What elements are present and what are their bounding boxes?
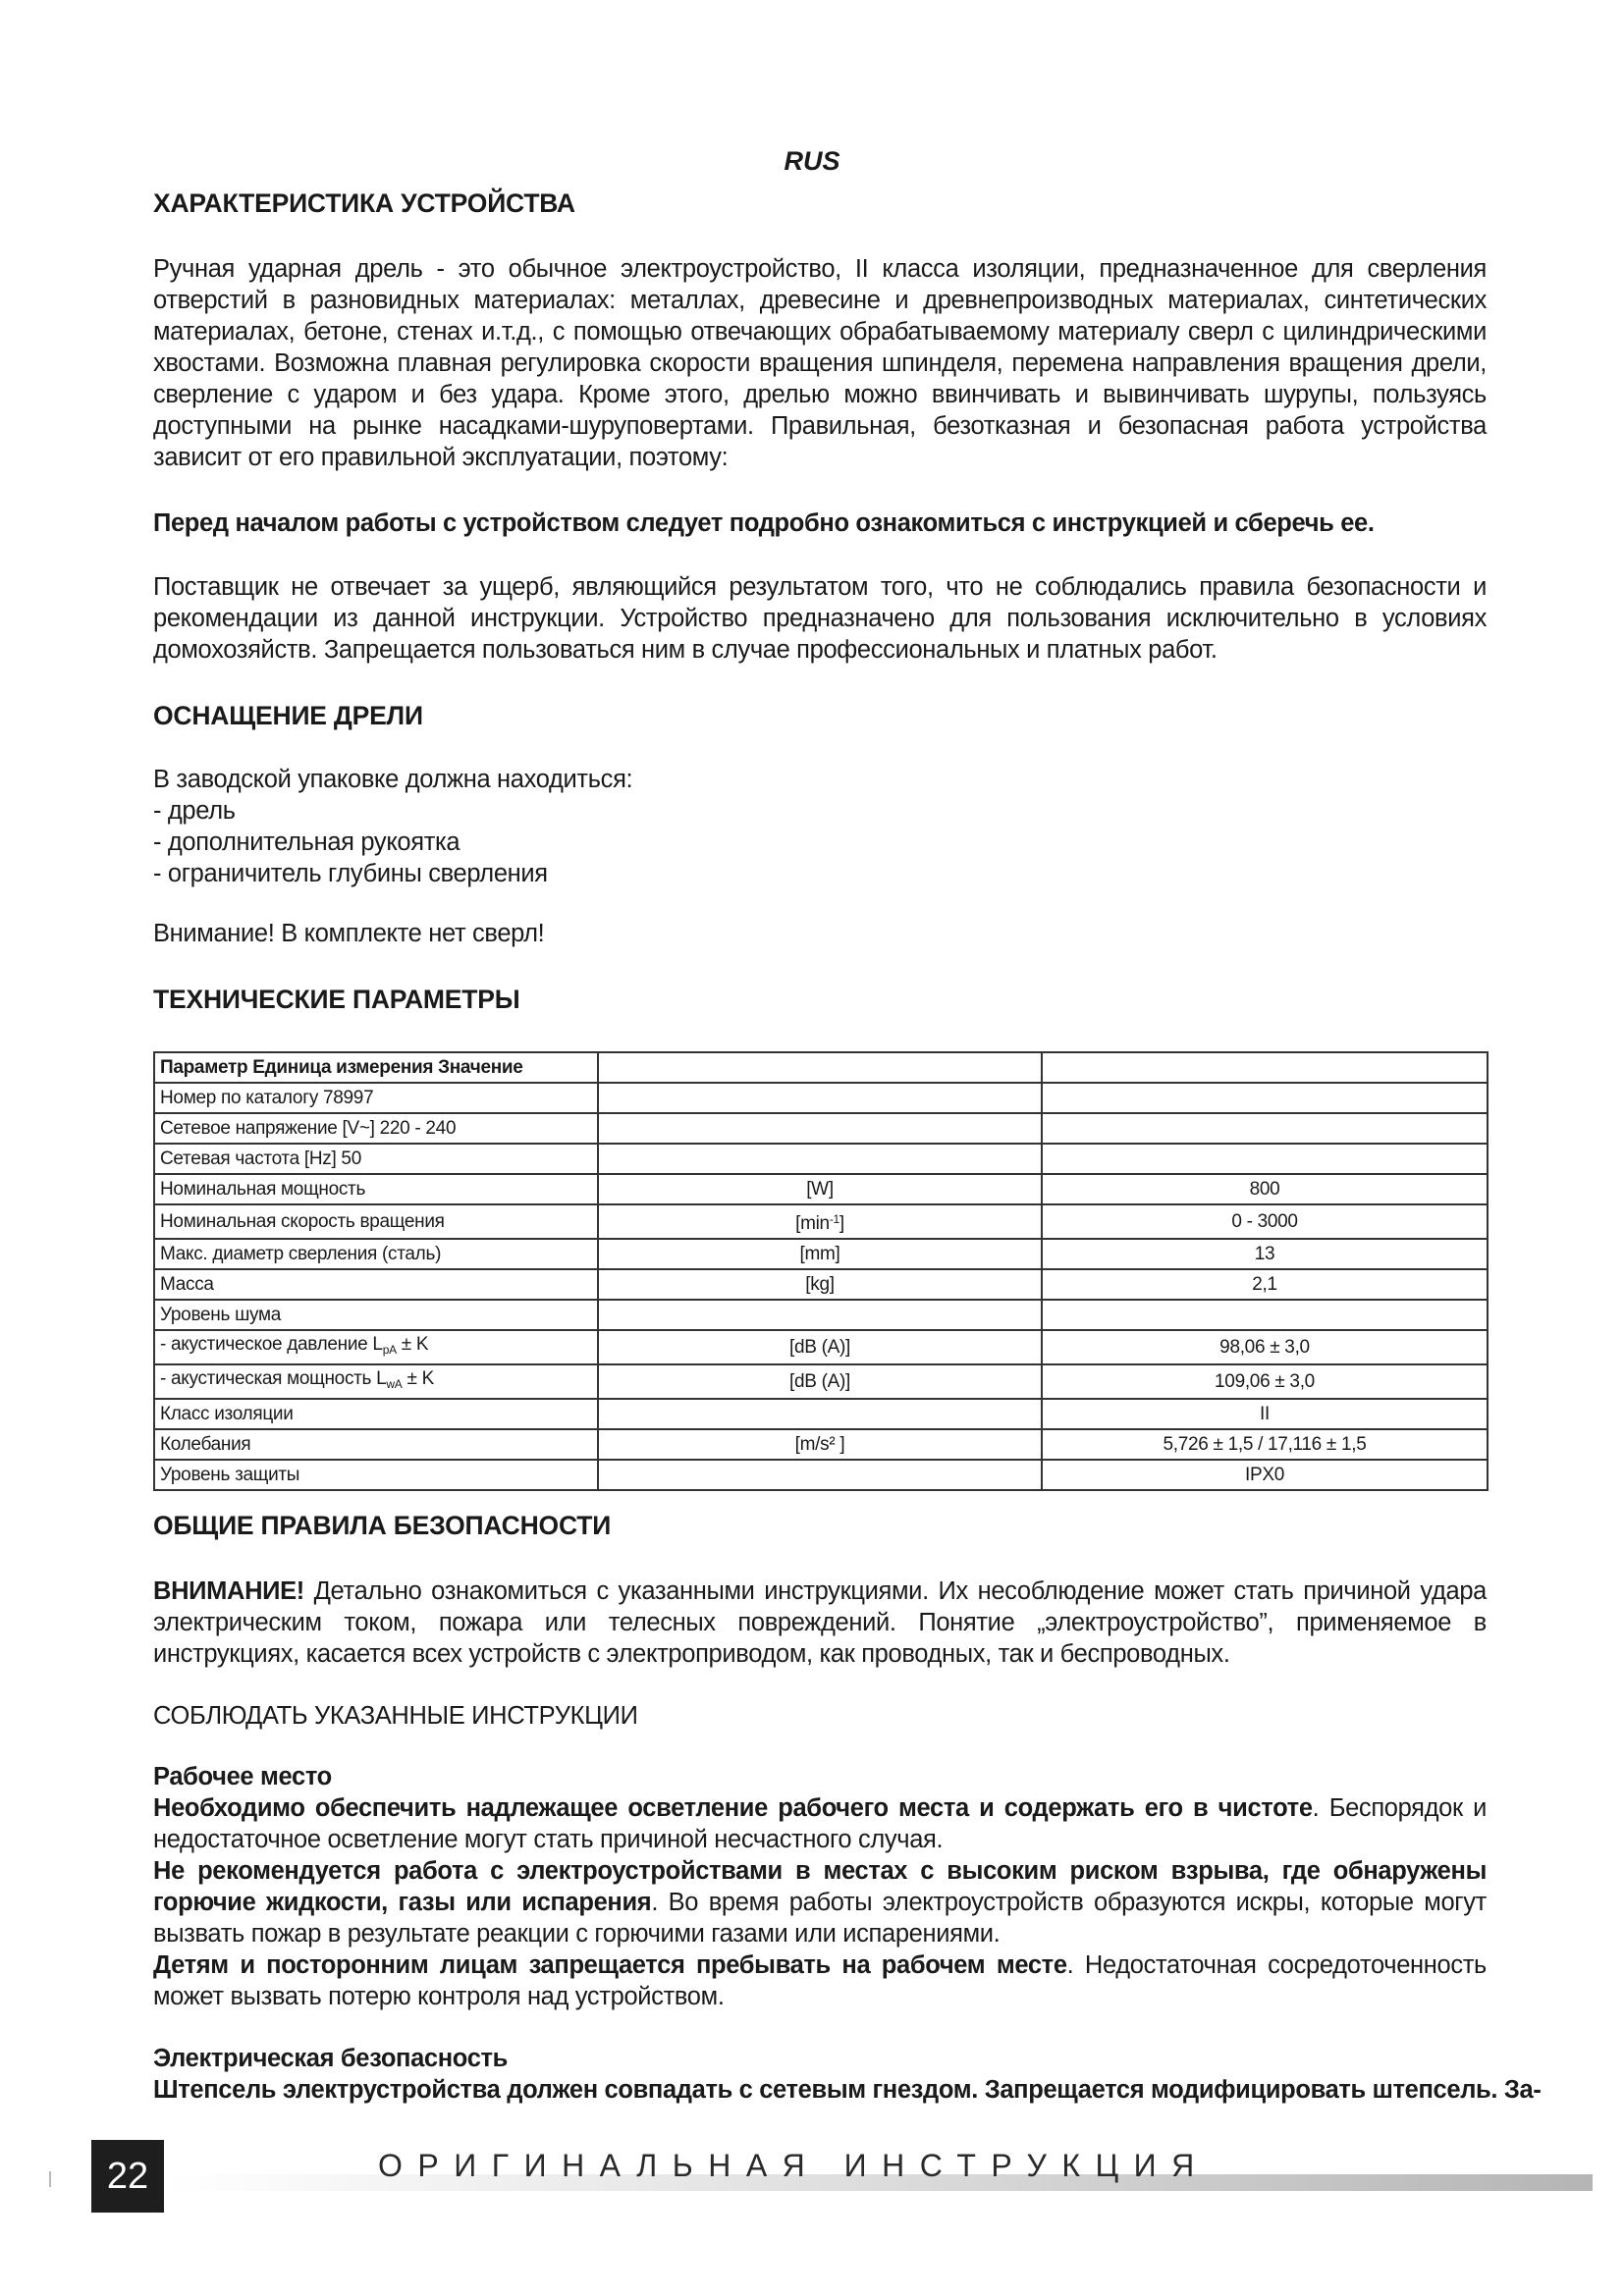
language-label: RUS: [784, 146, 840, 176]
param-cell: Уровень шума: [154, 1300, 598, 1330]
package-item: - ограничитель глубины сверления: [153, 860, 548, 887]
param-cell: Колебания: [154, 1429, 598, 1460]
param-cell: Масса: [154, 1269, 598, 1300]
warning-paragraph: ВНИМАНИЕ! Детально ознакомиться с указанными инструкциями. Их несоблюдение может стать причиной удара электрическим током, пожара или телесных повреждений. Понятие „электроустройство”, применяемое в инструкциях, касается всех устройств с электроприводом, как проводных, так и беспроводных.: [153, 1577, 1487, 1668]
value-cell: [1042, 1144, 1488, 1174]
unit-cell: [dB (A)]: [598, 1330, 1042, 1364]
value-cell: [1042, 1300, 1488, 1330]
unit-cell: [598, 1083, 1042, 1113]
table-row: [154, 1269, 1488, 1300]
unit-cell: [598, 1399, 1042, 1429]
unit-cell: [598, 1113, 1042, 1144]
specs-header: Параметр Единица измерения Значение: [154, 1052, 598, 1083]
param-cell: Номинальная скорость вращения: [154, 1204, 598, 1239]
value-cell: II: [1042, 1399, 1488, 1429]
param-cell: Уровень защиты: [154, 1460, 598, 1490]
no-drills-note: Внимание! В комплекте нет сверл!: [153, 920, 545, 947]
unit-cell: [598, 1460, 1042, 1490]
footer-tick: [49, 2171, 51, 2187]
value-cell: [1042, 1113, 1488, 1144]
table-row: [154, 1113, 1488, 1144]
table-row: [154, 1300, 1488, 1330]
device-description: Ручная ударная дрель - это обычное электроустройство, II класса изоляции, предназначенное для сверления отверстий в разновидных материалах: металлах, древесине и древнепроизводных материалах, синтетических материалах, бетоне, стенах и.т.д., с помощью отвечающих обрабатываемому материалу сверл с цилиндрическими хвостами. Возможна плавная регулировка скорости вращения шпинделя, перемена направления вращения дрели, сверление с ударом и без удара. Кроме этого, дрелью можно ввинчивать и вывинчивать шурупы, пользуясь доступными на рынке насадками-шуруповертами. Правильная, безотказная и безопасная работа устройства зависит от его правильной эксплуатации, поэтому:: [153, 255, 1487, 471]
footer-title: ОРИГИНАЛЬНАЯ ИНСТРУКЦИЯ: [378, 2148, 1210, 2183]
unit-cell: [598, 1144, 1042, 1174]
table-row: [154, 1364, 1488, 1399]
page-number: 22: [91, 2140, 164, 2213]
value-cell: 13: [1042, 1239, 1488, 1269]
unit-cell: [dB (A)]: [598, 1364, 1042, 1399]
param-cell: Сетевое напряжение [V~] 220 - 240: [154, 1113, 598, 1144]
package-item: - дополнительная рукоятка: [153, 828, 460, 856]
section-title-specs: ТЕХНИЧЕСКИЕ ПАРАМЕТРЫ: [153, 985, 520, 1014]
unit-cell: $[\min^{-1}]$: [598, 1204, 1042, 1239]
value-cell: 0 - 3000: [1042, 1204, 1488, 1239]
package-list: [153, 764, 1487, 889]
param-cell: - акустическая мощность $L_{wA} \pm K$: [154, 1364, 598, 1399]
table-row: [154, 1399, 1488, 1429]
unit-cell: [mm]: [598, 1239, 1042, 1269]
follow-instructions: СОБЛЮДАТЬ УКАЗАННЫЕ ИНСТРУКЦИИ: [153, 1702, 638, 1730]
param-cell: Номинальная мощность: [154, 1174, 598, 1204]
value-cell: IPX0: [1042, 1460, 1488, 1490]
section-title-device: ХАРАКТЕРИСТИКА УСТРОЙСТВА: [153, 188, 575, 218]
table-row: [154, 1083, 1488, 1113]
package-intro: В заводской упаковке должна находиться:: [153, 766, 633, 793]
param-cell: Макс. диаметр сверления (сталь): [154, 1239, 598, 1269]
section-title-safety: ОБЩИЕ ПРАВИЛА БЕЗОПАСНОСТИ: [153, 1511, 612, 1540]
value-cell: [1042, 1083, 1488, 1113]
workplace-rule: Детям и посторонним лицам запрещается пребывать на рабочем месте. Недостаточная сосредоточенность может вызвать потерю контроля над устройством.: [153, 1951, 1487, 2010]
param-cell: - акустическое давление $L_{pA} \pm K$: [154, 1330, 598, 1364]
table-row: [154, 1330, 1488, 1364]
param-cell: Класс изоляции: [154, 1399, 598, 1429]
table-row: [154, 1460, 1488, 1490]
supplier-liability: Поставщик не отвечает за ущерб, являющийся результатом того, что не соблюдались правила безопасности и рекомендации из данной инструкции. Устройство предназначено для пользования исключительно в условиях домохозяйств. Запрещается пользоваться ним в случае профессиональных и платных работ.: [153, 573, 1487, 664]
table-row: [154, 1144, 1488, 1174]
read-instructions-note: Перед началом работы с устройством следует подробно ознакомиться с инструкцией и сберечь ее.: [153, 509, 1375, 537]
table-row: [154, 1174, 1488, 1204]
unit-cell: [598, 1300, 1042, 1330]
workplace-title: Рабочее место: [153, 1763, 332, 1790]
unit-cell: [m/s² ]: [598, 1429, 1042, 1460]
specs-table: [153, 1051, 1489, 1491]
warning-label: ВНИМАНИЕ!: [153, 1577, 304, 1605]
electrical-rule: Штепсель электрустройства должен совпадать с сетевым гнездом. Запрещается модифицировать штепсель. За-: [153, 2076, 1542, 2104]
workplace-rule: Не рекомендуется работа с электроустройствами в местах с высоким риском взрыва, где обнаружены горючие жидкости, газы или испарения. Во время работы электроустройств образуются искры, которые могут вызвать пожар в результате реакции с горючими газами или испарениями.: [153, 1857, 1487, 1948]
specs-header-row: [154, 1052, 1488, 1083]
value-cell: 2,1: [1042, 1269, 1488, 1300]
page-content: [153, 143, 1542, 2106]
table-row: [154, 1239, 1488, 1269]
table-row: [154, 1204, 1488, 1239]
unit-cell: [W]: [598, 1174, 1042, 1204]
value-cell: 109,06 ± 3,0: [1042, 1364, 1488, 1399]
value-cell: 5,726 ± 1,5 / 17,116 ± 1,5: [1042, 1429, 1488, 1460]
section-title-equipment: ОСНАЩЕНИЕ ДРЕЛИ: [153, 701, 423, 730]
value-cell: 98,06 ± 3,0: [1042, 1330, 1488, 1364]
package-item: - дрель: [153, 797, 236, 825]
electrical-title: Электрическая безопасность: [153, 2045, 508, 2072]
workplace-rule: Необходимо обеспечить надлежащее осветление рабочего места и содержать его в чистоте. Беспорядок и недостаточное осветление могут стать причиной несчастного случая.: [153, 1794, 1487, 1853]
param-cell: Сетевая частота [Hz] 50: [154, 1144, 598, 1174]
param-cell: Номер по каталогу 78997: [154, 1083, 598, 1113]
unit-cell: [kg]: [598, 1269, 1042, 1300]
value-cell: 800: [1042, 1174, 1488, 1204]
table-row: [154, 1429, 1488, 1460]
